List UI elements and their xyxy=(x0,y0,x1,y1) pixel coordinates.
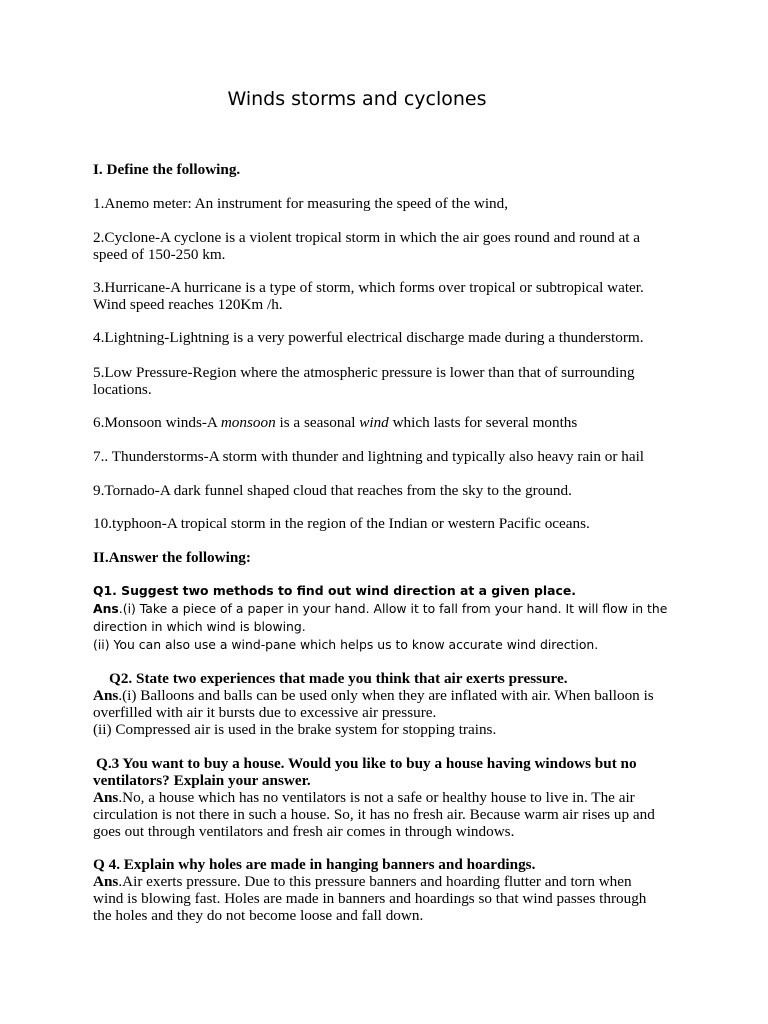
text-run: 6.Monsoon winds-A xyxy=(93,414,221,431)
qa-block-q3 xyxy=(93,755,673,840)
definition-item xyxy=(93,329,673,346)
text-line xyxy=(93,414,673,431)
answer-line: (ii) You can also use a wind-pane which helps us to know accurate wind direction. xyxy=(93,637,599,652)
question-text: Q1. Suggest two methods to find out wind direction at a given place. xyxy=(93,583,576,598)
definition-item xyxy=(93,279,673,313)
text-run: is a seasonal xyxy=(275,414,360,431)
answer-label: Ans xyxy=(93,687,119,704)
text-line: 4.Lightning-Lightning is a very powerful electrical discharge made during a thunderstorm. xyxy=(93,329,644,346)
question-text: ventilators? Explain your answer. xyxy=(93,772,311,789)
answer-line: (ii) Compressed air is used in the brake system for stopping trains. xyxy=(93,721,497,738)
definition-item xyxy=(93,229,673,263)
answer-line: goes out through ventilators and fresh air comes in through windows. xyxy=(93,823,515,840)
definition-item xyxy=(93,448,673,465)
answer-label: Ans xyxy=(93,873,119,890)
qa-block-q1 xyxy=(93,582,673,654)
text-line: 2.Cyclone-A cyclone is a violent tropical storm in which the air goes round and round at a xyxy=(93,229,641,246)
answer-line xyxy=(93,600,673,618)
section-heading-answer: II.Answer the following: xyxy=(93,549,251,566)
answer-line xyxy=(93,789,673,806)
definition-item xyxy=(93,515,673,532)
answer-label: Ans xyxy=(93,601,119,616)
answer-line: wind is blowing fast. Holes are made in banners and hoardings so that wind passes through xyxy=(93,890,647,907)
qa-block-q2 xyxy=(93,670,673,738)
answer-line xyxy=(93,873,673,890)
definition-item xyxy=(93,195,673,212)
answer-line: the holes and they do not become loose and fall down. xyxy=(93,907,424,924)
text-run: .(i) Take a piece of a paper in your hand. Allow it to fall from your hand. It will flow in the xyxy=(118,601,668,616)
text-run: which lasts for several months xyxy=(388,414,578,431)
answer-label: Ans xyxy=(93,789,119,806)
text-run: .No, a house which has no ventilators is not a safe or healthy house to live in. The air xyxy=(118,789,635,806)
answer-line: direction in which wind is blowing. xyxy=(93,619,306,634)
text-line: locations. xyxy=(93,381,152,398)
answer-line xyxy=(93,687,673,704)
text-line: 7.. Thunderstorms-A storm with thunder and lightning and typically also heavy rain or hail xyxy=(93,448,645,465)
italic-term: monsoon xyxy=(220,414,276,431)
qa-block-q4 xyxy=(93,856,673,924)
italic-term: wind xyxy=(359,414,389,431)
definition-item xyxy=(93,364,673,398)
question-text: Q.3 You want to buy a house. Would you like to buy a house having windows but no xyxy=(96,755,637,772)
text-run: .(i) Balloons and balls can be used only when they are inflated with air. When balloon is xyxy=(118,687,654,704)
text-line: 10.typhoon-A tropical storm in the region of the Indian or western Pacific oceans. xyxy=(93,515,590,532)
text-run: .Air exerts pressure. Due to this pressure banners and hoarding flutter and torn when xyxy=(118,873,632,890)
text-line: Wind speed reaches 120Km /h. xyxy=(93,296,283,313)
text-line: 1.Anemo meter: An instrument for measuring the speed of the wind, xyxy=(93,195,509,212)
page-title: Winds storms and cyclones xyxy=(227,88,487,110)
text-line: 5.Low Pressure-Region where the atmospheric pressure is lower than that of surrounding xyxy=(93,364,635,381)
question-text: Q2. State two experiences that made you think that air exerts pressure. xyxy=(109,670,568,687)
text-line: 3.Hurricane-A hurricane is a type of storm, which forms over tropical or subtropical water. xyxy=(93,279,644,296)
answer-line: circulation is not there in such a house. So, it has no fresh air. Because warm air rises up and xyxy=(93,806,655,823)
question-text: Q 4. Explain why holes are made in hanging banners and hoardings. xyxy=(93,856,536,873)
text-line: 9.Tornado-A dark funnel shaped cloud that reaches from the sky to the ground. xyxy=(93,482,572,499)
definition-item xyxy=(93,414,673,431)
section-heading-define: I. Define the following. xyxy=(93,161,241,178)
answer-line: overfilled with air it bursts due to excessive air pressure. xyxy=(93,704,437,721)
definition-item xyxy=(93,482,673,499)
text-line: speed of 150-250 km. xyxy=(93,246,226,263)
